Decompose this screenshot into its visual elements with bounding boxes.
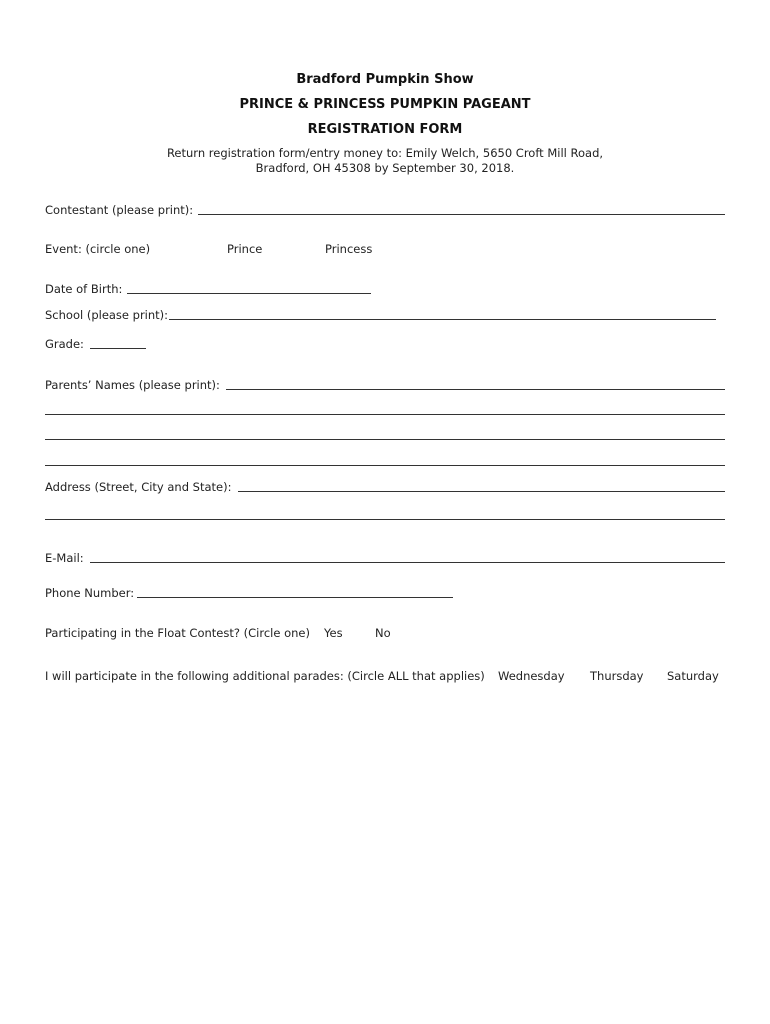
float-option-yes[interactable]: Yes <box>324 626 343 640</box>
school-label: School (please print): <box>45 308 169 322</box>
parents-field-line-3[interactable] <box>45 439 725 440</box>
contestant-label: Contestant (please print): <box>45 203 194 217</box>
return-instructions-line2: Bradford, OH 45308 by September 30, 2018. <box>255 161 515 175</box>
parents-field-line-2[interactable] <box>45 414 725 415</box>
parade-option-saturday[interactable]: Saturday <box>667 669 719 683</box>
form-name: REGISTRATION FORM <box>307 122 463 137</box>
event-label: Event: (circle one) <box>45 242 151 256</box>
phone-field[interactable] <box>137 597 453 598</box>
return-instructions-line1: Return registration form/entry money to: Emily Welch, 5650 Croft Mill Road, <box>166 146 604 160</box>
parents-field[interactable] <box>226 389 725 390</box>
document-title: Bradford Pumpkin Show <box>296 72 474 87</box>
grade-label: Grade: <box>45 337 84 351</box>
dob-field[interactable] <box>127 293 371 294</box>
float-option-no[interactable]: No <box>375 626 391 640</box>
address-field-line-2[interactable] <box>45 519 725 520</box>
event-option-princess[interactable]: Princess <box>325 242 373 256</box>
parade-option-thursday[interactable]: Thursday <box>590 669 644 683</box>
parents-field-line-4[interactable] <box>45 465 725 466</box>
contestant-field[interactable] <box>198 214 725 215</box>
dob-label: Date of Birth: <box>45 282 123 296</box>
address-label: Address (Street, City and State): <box>45 480 232 494</box>
email-field[interactable] <box>90 562 725 563</box>
phone-label: Phone Number: <box>45 586 135 600</box>
event-option-prince[interactable]: Prince <box>227 242 263 256</box>
grade-field[interactable] <box>90 348 146 349</box>
pageant-subtitle: PRINCE & PRINCESS PUMPKIN PAGEANT <box>239 97 531 112</box>
address-field[interactable] <box>238 491 725 492</box>
parades-label: I will participate in the following additional parades: (Circle ALL that applies) <box>45 669 485 683</box>
school-field[interactable] <box>169 319 716 320</box>
float-contest-label: Participating in the Float Contest? (Circle one) <box>45 626 310 640</box>
parade-option-wednesday[interactable]: Wednesday <box>498 669 565 683</box>
email-label: E-Mail: <box>45 551 84 565</box>
parents-label: Parents’ Names (please print): <box>45 378 220 392</box>
